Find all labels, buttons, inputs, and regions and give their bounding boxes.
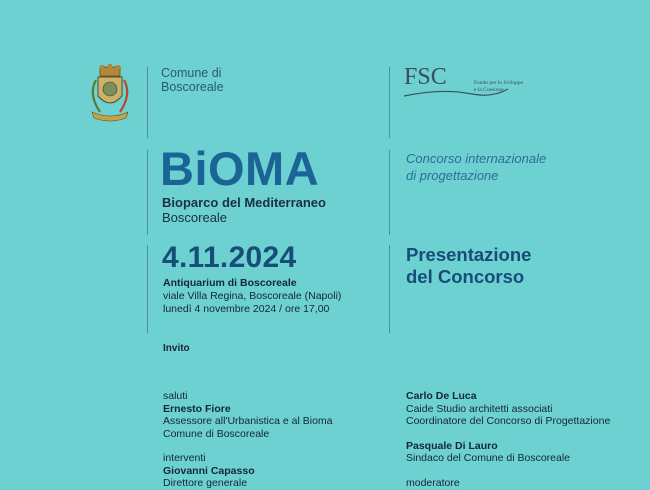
comune-line1: Comune di [161,66,222,80]
speaker-role: Comune di Boscoreale [163,427,270,440]
speaker-role: Direttore generale [163,477,248,489]
saluti-label: saluti [163,390,188,402]
program-right [406,390,610,489]
project-place: Boscoreale [162,210,228,225]
divider-line [389,67,390,138]
event-date: 4.11.2024 [162,241,297,274]
presentazione-line2: del Concorso [406,266,525,287]
interventi-label: interventi [163,452,206,464]
comune-line2: Boscoreale [161,80,224,94]
invito-label: Invito [163,343,190,354]
venue-name: Antiquarium di Boscoreale [163,277,297,289]
event-time: lunedì 4 novembre 2024 / ore 17,00 [163,303,330,315]
program-left [163,390,333,490]
divider-line [389,150,390,235]
divider-line [389,245,390,333]
comune-name [161,66,224,94]
divider-line [147,245,148,333]
speaker-name: Ernesto Fiore [163,402,231,415]
presentazione-line1: Presentazione [406,244,532,265]
speaker-name: Pasquale Di Lauro [406,439,498,452]
concorso-line1: Concorso internazionale [406,151,547,166]
project-title: BiOMA [160,142,320,195]
concorso-label [406,150,546,184]
speaker-role: Sindaco del Comune di Boscoreale [406,452,571,464]
concorso-line2: di progettazione [406,168,499,183]
speaker-role: Caide Studio architetti associati [406,402,553,415]
project-subtitle: Bioparco del Mediterraneo [162,195,326,210]
fsc-logo-text: FSC [404,64,447,90]
fsc-subtitle [474,80,523,94]
divider-line [147,67,148,138]
speaker-role: Coordinatore del Concorso di Progettazione [406,415,611,427]
speaker-name: Giovanni Capasso [163,464,255,477]
venue-address: viale Villa Regina, Boscoreale (Napoli) [163,290,342,302]
event-venue-block [163,277,341,316]
fsc-sub-line2: e la Coesione [474,87,504,93]
boscoreale-crest-icon [88,62,134,126]
divider-line [147,150,148,235]
speaker-role: Assessore all'Urbanistica e al Bioma [163,415,333,427]
presentazione-heading [406,244,531,288]
fsc-sub-line1: Fondo per lo Sviluppo [474,80,524,86]
moderatore-label: moderatore [406,476,460,489]
speaker-name: Carlo De Luca [406,390,477,402]
